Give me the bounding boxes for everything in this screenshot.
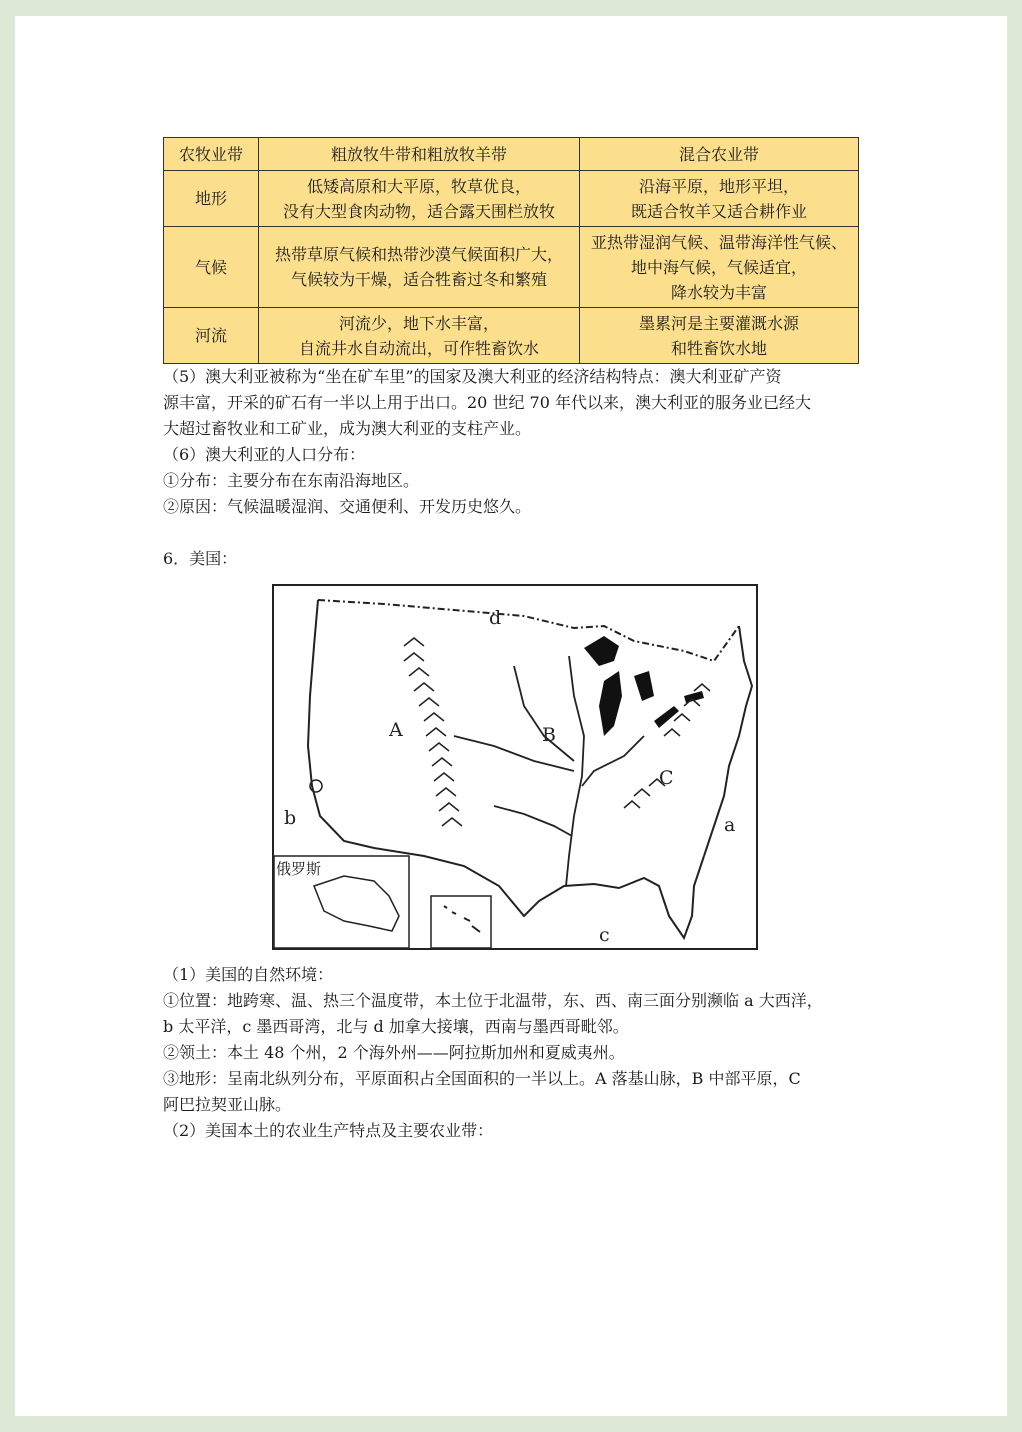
table-row	[164, 171, 859, 227]
row-label: 气候	[164, 227, 259, 308]
cell-line: 低矮高原和大平原，牧草优良，	[306, 176, 531, 196]
us-terrain-line2: 阿巴拉契亚山脉。	[163, 1095, 292, 1114]
row-label: 地形	[164, 171, 259, 227]
cell-line: 沿海平原，地形平坦，	[638, 176, 799, 196]
lake-erie	[654, 706, 679, 728]
appalachian-mountains	[624, 684, 710, 808]
mississippi-river	[566, 656, 584, 886]
missouri-river	[514, 666, 574, 761]
cell-line: 自流井水自动流出，可作牲畜饮水	[298, 338, 539, 358]
row-label: 河流	[164, 308, 259, 364]
us-section-1-title: （1）美国的自然环境：	[163, 965, 334, 984]
cell-line: 气候较为干燥，适合牲畜过冬和繁殖	[290, 270, 547, 289]
cell-line: 降水较为丰富	[670, 282, 767, 302]
label-b: b	[284, 807, 297, 829]
lake-michigan	[599, 671, 622, 736]
us-location-line2: b 太平洋，c 墨西哥湾，北与 d 加拿大接壤，西南与墨西哥毗邻。	[163, 1017, 629, 1036]
label-C: C	[659, 767, 674, 789]
paragraph-6-title: （6）澳大利亚的人口分布：	[163, 445, 366, 464]
ohio-river	[582, 736, 644, 786]
cell-line: 墨累河是主要灌溉水源	[638, 313, 799, 333]
arkansas-river	[494, 806, 572, 836]
us-territory: ②领土：本土 48 个州，2 个海外州——阿拉斯加州和夏威夷州。	[163, 1043, 625, 1062]
us-terrain-line1: ③地形：呈南北纵列分布，平原面积占全国面积的一半以上。A 落基山脉，B 中部平原，C	[163, 1069, 801, 1088]
cell-line: 和牲畜饮水地	[670, 338, 767, 358]
southern-coastline	[374, 848, 704, 938]
paragraph-6-item2: ②原因：气候温暖湿润、交通便利、开发历史悠久。	[163, 497, 532, 516]
table-header-row	[164, 138, 859, 171]
table-cell	[259, 171, 580, 227]
platte-river	[454, 736, 574, 771]
label-russia: 俄罗斯	[276, 860, 322, 878]
us-map	[272, 584, 758, 950]
cell-line: 既适合牧羊又适合耕作业	[630, 201, 807, 221]
cell-line: 没有大型食肉动物，适合露天围栏放牧	[282, 201, 555, 221]
paragraph-5-line3: 大超过畜牧业和工矿业，成为澳大利亚的支柱产业。	[163, 419, 532, 438]
label-d: d	[489, 607, 502, 629]
cell-line: 亚热带湿润气候、温带海洋性气候、	[590, 232, 847, 252]
paragraph-6-item1: ①分布：主要分布在东南沿海地区。	[163, 471, 420, 490]
table-row	[164, 308, 859, 364]
page	[15, 16, 1007, 1416]
hawaii-inset	[431, 896, 491, 948]
table-cell	[580, 308, 859, 364]
us-section-2-title: （2）美国本土的农业生产特点及主要农业带：	[163, 1121, 494, 1140]
cell-line: 地中海气候，气候适宜，	[630, 257, 807, 277]
lake-superior	[584, 636, 619, 666]
table-cell	[580, 171, 859, 227]
table-cell	[259, 308, 580, 364]
table-header-cell: 粗放牧牛带和粗放牧羊带	[259, 138, 580, 171]
label-a: a	[724, 814, 736, 836]
label-B: B	[542, 724, 556, 746]
west-coastline	[308, 600, 374, 848]
label-A: A	[389, 719, 403, 741]
table-cell	[259, 227, 580, 308]
cell-line: 热带草原气候和热带沙漠气候面积广大，	[274, 245, 563, 264]
table-row	[164, 227, 859, 308]
section-6-heading: 6．美国：	[163, 549, 238, 568]
label-c: c	[599, 924, 610, 946]
rocky-mountains	[404, 638, 462, 826]
table-header-cell: 混合农业带	[580, 138, 859, 171]
lake-huron	[634, 671, 654, 701]
table-header-cell: 农牧业带	[164, 138, 259, 171]
paragraph-5-line2: 源丰富，开采的矿石有一半以上用于出口。20 世纪 70 年代以来，澳大利亚的服务业已经大	[163, 393, 811, 412]
us-map-drawing	[274, 586, 756, 948]
paragraph-5-line1: （5）澳大利亚被称为“坐在矿车里”的国家及澳大利亚的经济结构特点：澳大利亚矿产资	[163, 367, 782, 386]
cell-line: 河流少，地下水丰富，	[338, 313, 499, 333]
table-cell	[580, 227, 859, 308]
agriculture-table	[163, 137, 859, 364]
canada-border	[318, 600, 739, 661]
us-location-line1: ①位置：地跨寒、温、热三个温度带，本土位于北温带，东、西、南三面分别濒临 a 大西洋，	[163, 991, 823, 1010]
